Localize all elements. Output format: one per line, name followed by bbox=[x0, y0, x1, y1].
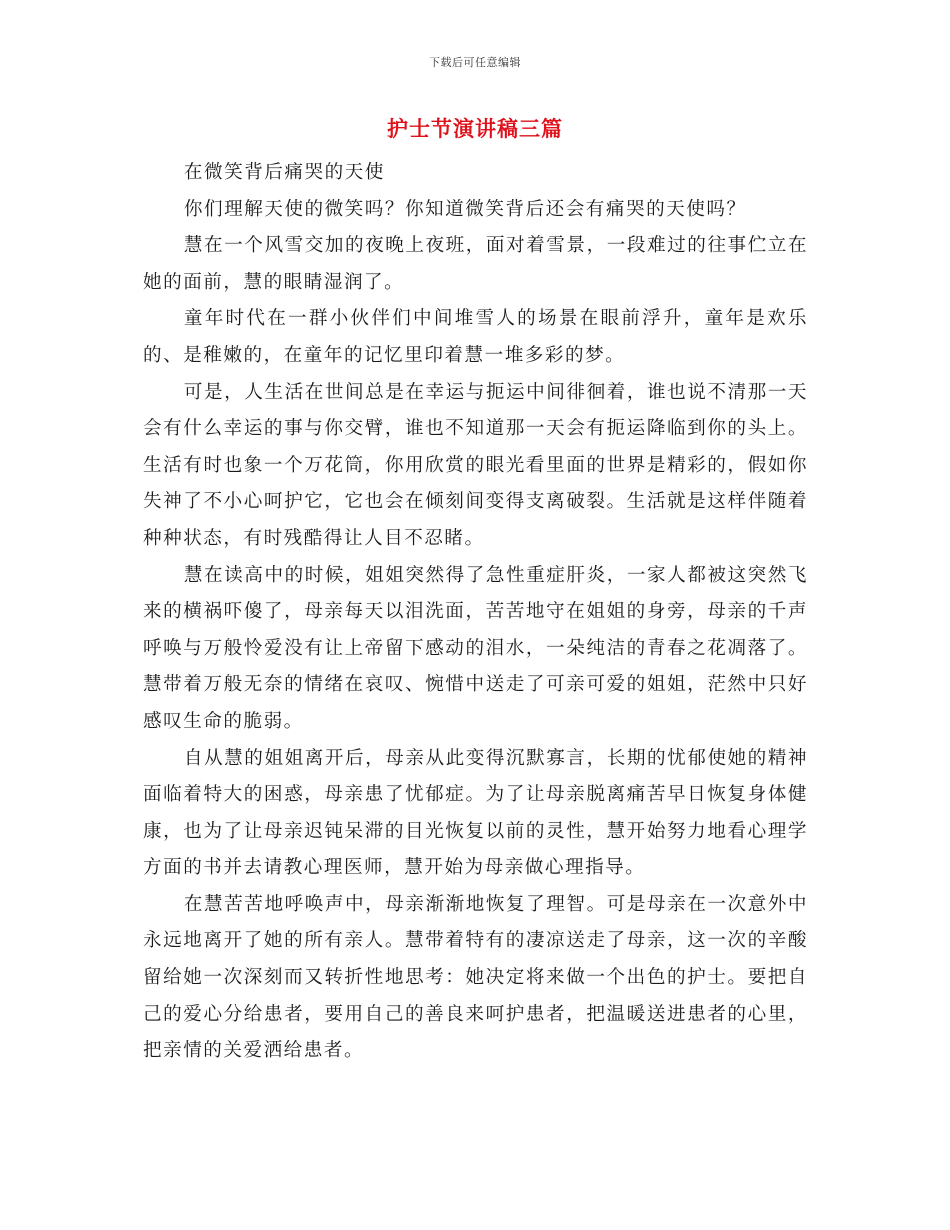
header-note: 下载后可任意编辑 bbox=[429, 56, 521, 69]
body-paragraph: 自从慧的姐姐离开后，母亲从此变得沉默寡言，长期的忧郁使她的精神面临着特大的困惑，母亲患了忧郁症。为了让母亲脱离痛苦早日恢复身体健康，也为了让母亲迟钝呆滞的目光恢复以前的灵性，慧开始努力地看心理学方面的书并去请教心理医师，慧开始为母亲做心理指导。 bbox=[143, 747, 808, 879]
subtitle-paragraph: 在微笑背后痛哭的天使 bbox=[183, 162, 385, 183]
body-paragraph: 你们理解天使的微笑吗？你知道微笑背后还会有痛哭的天使吗？ bbox=[183, 198, 747, 220]
body-paragraph: 慧在读高中的时候，姐姐突然得了急性重症肝炎，一家人都被这突然飞来的横祸吓傻了，母亲每天以泪洗面，苦苦地守在姐姐的身旁，母亲的千声呼唤与万般怜爱没有让上帝留下感动的泪水，一朵纯洁的青春之花凋落了。慧带着万般无奈的情绪在哀叹、惋惜中送走了可亲可爱的姐姐，茫然中只好感叹生命的脆弱。 bbox=[143, 564, 808, 732]
body-paragraph: 慧在一个风雪交加的夜晚上夜班，面对着雪景，一段难过的往事伫立在她的面前，慧的眼睛湿润了。 bbox=[143, 235, 808, 293]
body-paragraph: 童年时代在一群小伙伴们中间堆雪人的场景在眼前浮升，童年是欢乐的、是稚嫩的，在童年的记忆里印着慧一堆多彩的梦。 bbox=[143, 308, 808, 366]
document-title: 护士节演讲稿三篇 bbox=[387, 117, 563, 141]
body-paragraph: 在慧苦苦地呼唤声中，母亲渐渐地恢复了理智。可是母亲在一次意外中永远地离开了她的所有亲人。慧带着特有的凄凉送走了母亲，这一次的辛酸留给她一次深刻而又转折性地思考：她决定将来做一个出色的护士。要把自己的爱心分给患者，要用自己的善良来呵护患者，把温暖送进患者的心里，把亲情的关爱洒给患者。 bbox=[143, 893, 808, 1062]
document-body bbox=[143, 155, 808, 1070]
body-paragraph: 可是，人生活在世间总是在幸运与扼运中间徘徊着，谁也说不清那一天会有什么幸运的事与你交臂，谁也不知道那一天会有扼运降临到你的头上。生活有时也象一个万花筒，你用欣赏的眼光看里面的世界是精彩的，假如你失神了不小心呵护它，它也会在倾刻间变得支离破裂。生活就是这样伴随着种种状态，有时残酷得让人目不忍睹。 bbox=[143, 381, 808, 549]
